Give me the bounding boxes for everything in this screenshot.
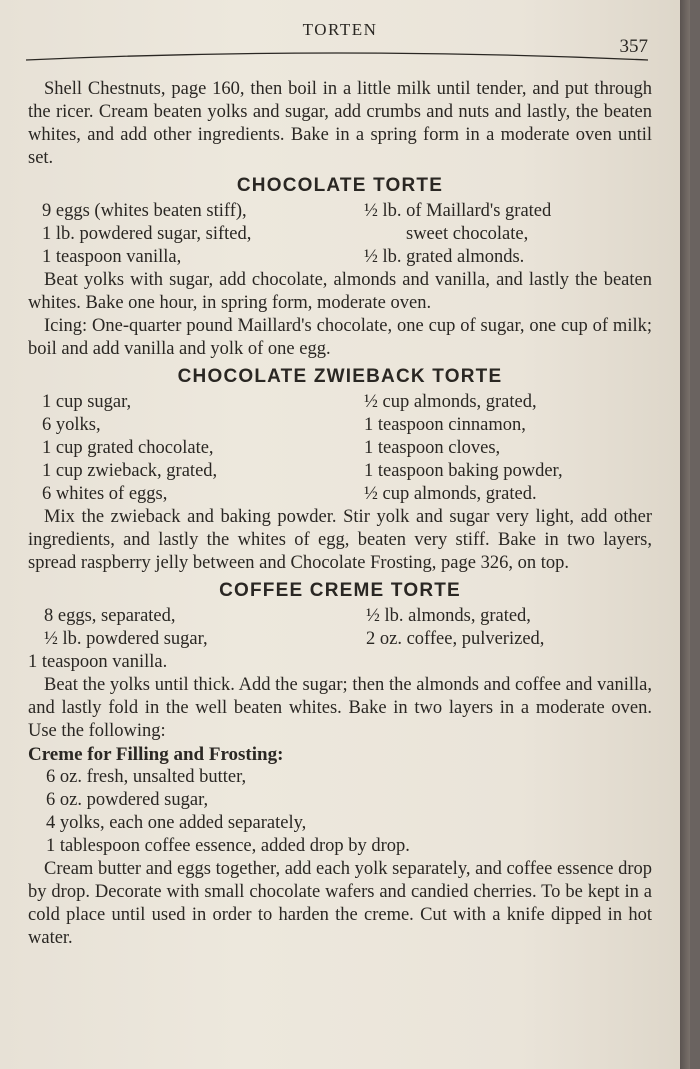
ingredient-list bbox=[28, 605, 652, 651]
ingredient: 9 eggs (whites beaten stiff), bbox=[42, 201, 247, 221]
ingredient: 6 yolks, bbox=[42, 415, 101, 435]
ingredient: ½ lb. almonds, grated, bbox=[366, 606, 531, 626]
ingredient: 1 teaspoon vanilla. bbox=[28, 652, 168, 672]
ingredient: 8 eggs, separated, bbox=[44, 606, 176, 626]
header-rule bbox=[26, 50, 648, 64]
recipe-title-chocolate-torte: CHOCOLATE TORTE bbox=[236, 175, 444, 196]
ingredient: 1 teaspoon vanilla, bbox=[42, 247, 182, 267]
ingredient: 1 lb. powdered sugar, sifted, bbox=[42, 224, 252, 244]
ingredient: 6 whites of eggs, bbox=[42, 484, 168, 504]
recipe-title-zwieback-torte: CHOCOLATE ZWIEBACK TORTE bbox=[177, 366, 503, 387]
page-number: 357 bbox=[619, 36, 648, 57]
ingredient: 1 teaspoon cloves, bbox=[364, 438, 501, 458]
page-edge bbox=[680, 0, 690, 1069]
page-body bbox=[28, 78, 652, 950]
ingredient: 1 cup zwieback, grated, bbox=[42, 461, 218, 481]
ingredient: ½ lb. powdered sugar, bbox=[44, 629, 208, 649]
ingredient: 1 cup sugar, bbox=[42, 392, 132, 412]
running-header: TORTEN bbox=[302, 20, 378, 39]
ingredient: ½ lb. grated almonds. bbox=[364, 247, 525, 267]
icing-paragraph: Icing: One-quarter pound Maillard's chocolate, one cup of sugar, one cup of milk; boil and add vanilla and yolk of one egg. bbox=[28, 316, 652, 359]
method-paragraph: Beat the yolks until thick. Add the sugar; then the almonds and coffee and vanilla, and lastly fold in the well beaten whites. Bake in two layers in a moderate oven. Use the following: bbox=[28, 675, 652, 741]
ingredient-list bbox=[28, 200, 652, 269]
filling-item: 6 oz. fresh, unsalted butter, bbox=[46, 767, 247, 787]
ingredient: 2 oz. coffee, pulverized, bbox=[366, 629, 545, 649]
method-paragraph: Mix the zwieback and baking powder. Stir yolk and sugar very light, add other ingredients, and lastly the whites of egg, beaten very stiff. Bake in two layers, spread raspberry jelly between and Chocolate Frosting, page 326, on top. bbox=[28, 507, 652, 573]
intro-paragraph: Shell Chestnuts, page 160, then boil in a little milk until tender, and put through the ricer. Cream beaten yolks and sugar, add crumbs and nuts and lastly, the beaten whites, and add other ingredients. Bake in a spring form in a moderate oven until set. bbox=[28, 79, 652, 168]
filling-method-paragraph: Cream butter and eggs together, add each yolk separately, and coffee essence drop by drop. Decorate with small chocolate wafers and candied cherries. To be kept in a cold place until used in order to harden the creme. Cut with a knife dipped in hot water. bbox=[28, 859, 652, 948]
filling-subheading: Creme for Filling and Frosting: bbox=[28, 744, 284, 765]
ingredient: ½ lb. of Maillard's grated bbox=[364, 201, 552, 221]
filling-item: 1 tablespoon coffee essence, added drop by drop. bbox=[46, 836, 410, 856]
ingredient: 1 teaspoon cinnamon, bbox=[364, 415, 526, 435]
filling-item: 6 oz. powdered sugar, bbox=[46, 790, 209, 810]
filling-item: 4 yolks, each one added separately, bbox=[46, 813, 307, 833]
recipe-title-coffee-torte: COFFEE CREME TORTE bbox=[219, 580, 461, 601]
ingredient: ½ cup almonds, grated, bbox=[364, 392, 537, 412]
ingredient: ½ cup almonds, grated. bbox=[364, 484, 537, 504]
ingredient: sweet chocolate, bbox=[406, 224, 529, 244]
method-paragraph: Beat yolks with sugar, add chocolate, almonds and vanilla, and lastly the beaten whites. Bake one hour, in spring form, moderate oven. bbox=[28, 270, 652, 313]
ingredient-list bbox=[28, 391, 652, 506]
ingredient: 1 cup grated chocolate, bbox=[42, 438, 214, 458]
ingredient: 1 teaspoon baking powder, bbox=[364, 461, 563, 481]
